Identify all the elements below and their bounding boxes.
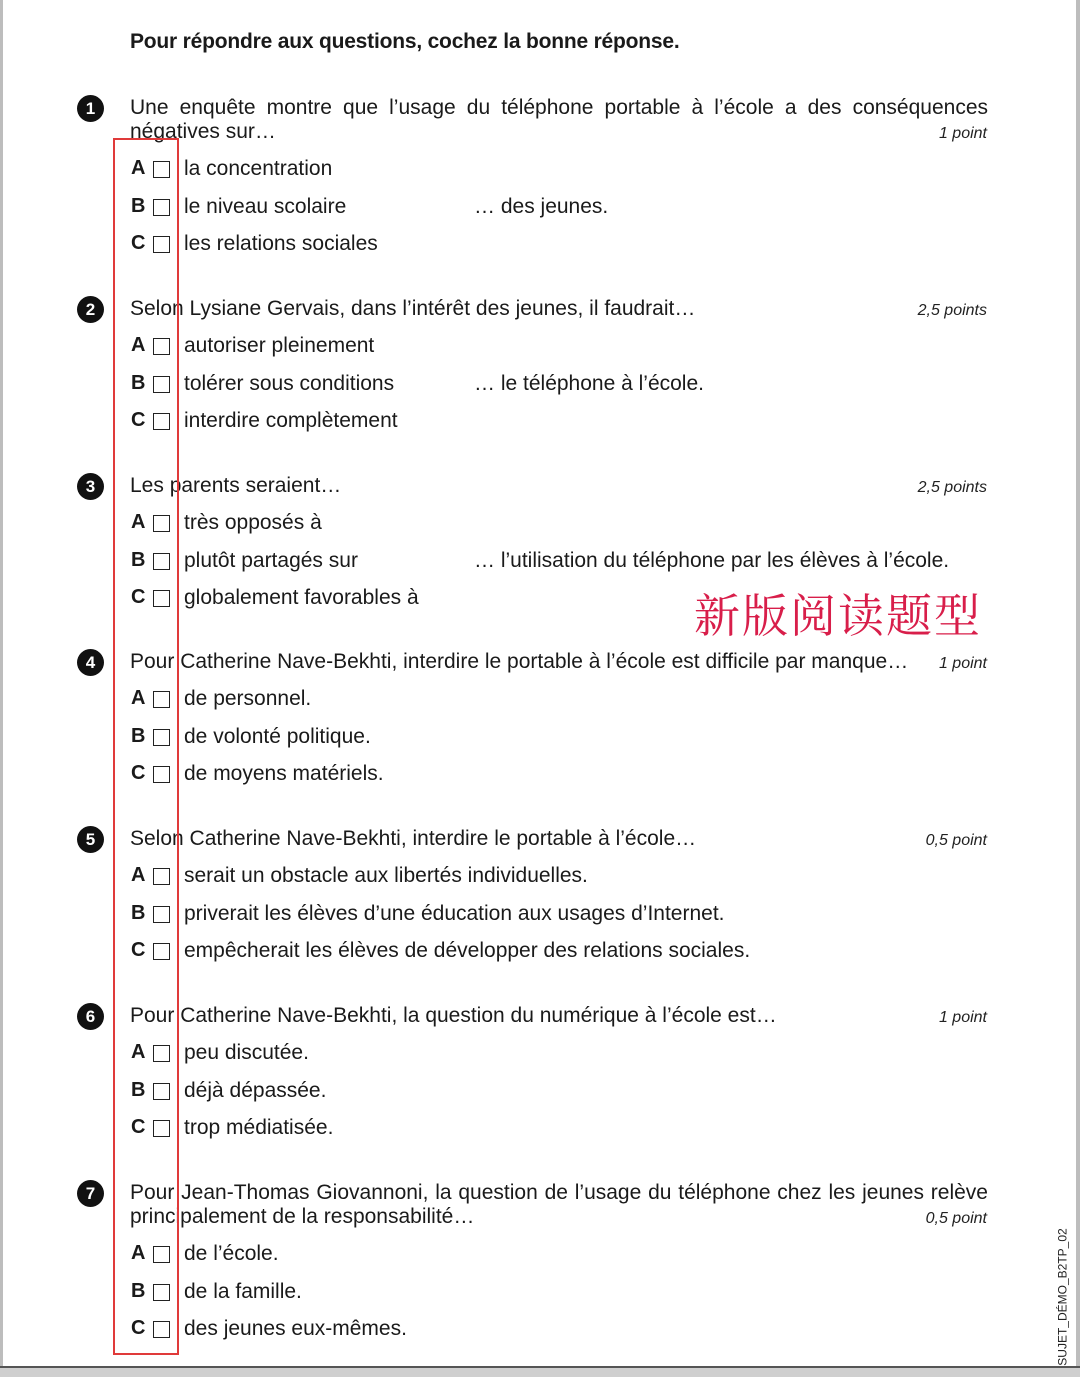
option-letter: C [131, 1317, 146, 1339]
option-letter: A [131, 1242, 146, 1264]
option-text: très opposés à [184, 511, 322, 534]
option-letter: B [131, 725, 146, 747]
sentence-completion: … l’utilisation du téléphone par les élèves à l’école. [474, 549, 950, 572]
option-letter: B [131, 372, 146, 394]
question-text: Selon Catherine Nave-Bekhti, interdire le portable à l’école… [130, 827, 697, 850]
points-label: 0,5 point [925, 832, 987, 849]
option-text: déjà dépassée. [184, 1079, 327, 1102]
question-number-badge: 3 [77, 473, 104, 500]
option-letter: B [131, 1079, 146, 1101]
question-text: Pour Catherine Nave-Bekhti, interdire le portable à l’école est difficile par manque… [130, 650, 909, 673]
option-letter: A [131, 157, 146, 179]
option-letter: A [131, 687, 146, 709]
answer-column-highlight [113, 138, 179, 1355]
sentence-completion: … le téléphone à l’école. [474, 372, 704, 395]
overlay-caption: 新版阅读题型 [694, 589, 982, 643]
document-code: SUJET_DÉMO_B2TP_02 [1055, 1228, 1070, 1366]
option-text: serait un obstacle aux libertés individuelles. [184, 864, 588, 887]
option-text: peu discutée. [184, 1041, 309, 1064]
option-text: trop médiatisée. [184, 1116, 334, 1139]
question-text: Pour Catherine Nave-Bekhti, la question du numérique à l’école est… [130, 1004, 777, 1027]
option-text: de l’école. [184, 1242, 279, 1265]
question-text: Une enquête montre que l’usage du téléphone portable à l’école a des conséquences négatives sur… [130, 96, 988, 143]
option-letter: C [131, 939, 146, 961]
option-letter: B [131, 195, 146, 217]
option-letter: A [131, 864, 146, 886]
option-text: de personnel. [184, 687, 312, 710]
option-text: des jeunes eux-mêmes. [184, 1317, 407, 1340]
points-label: 1 point [938, 1009, 987, 1026]
option-letter: C [131, 232, 146, 254]
question-text: Selon Lysiane Gervais, dans l’intérêt des jeunes, il faudrait… [130, 297, 696, 320]
option-text: priverait les élèves d’une éducation aux usages d’Internet. [184, 902, 725, 925]
option-text: empêcherait les élèves de développer des relations sociales. [184, 939, 751, 962]
option-text: autoriser pleinement [184, 334, 375, 357]
option-text: interdire complètement [184, 409, 398, 432]
option-letter: A [131, 334, 146, 356]
question-number-badge: 6 [77, 1003, 104, 1030]
points-label: 2,5 points [917, 479, 987, 496]
option-text: les relations sociales [184, 232, 378, 255]
points-label: 2,5 points [917, 302, 987, 319]
option-letter: C [131, 1116, 146, 1138]
option-text: de la famille. [184, 1280, 302, 1303]
page-border-bottom [0, 1366, 1080, 1377]
instruction-heading: Pour répondre aux questions, cochez la bonne réponse. [130, 30, 680, 53]
option-text: plutôt partagés sur [184, 549, 358, 572]
option-letter: B [131, 1280, 146, 1302]
option-letter: C [131, 409, 146, 431]
option-text: globalement favorables à [184, 586, 419, 609]
option-text: tolérer sous conditions [184, 372, 395, 395]
option-letter: B [131, 902, 146, 924]
option-letter: B [131, 549, 146, 571]
question-number-badge: 5 [77, 826, 104, 853]
points-label: 1 point [938, 655, 987, 672]
option-letter: A [131, 511, 146, 533]
points-label: 1 point [938, 125, 987, 142]
option-text: de moyens matériels. [184, 762, 384, 785]
option-letter: A [131, 1041, 146, 1063]
option-text: la concentration [184, 157, 333, 180]
option-letter: C [131, 586, 146, 608]
option-letter: C [131, 762, 146, 784]
sentence-completion: … des jeunes. [474, 195, 609, 218]
question-number-badge: 4 [77, 649, 104, 676]
question-number-badge: 1 [77, 95, 104, 122]
question-number-badge: 2 [77, 296, 104, 323]
question-text: Les parents seraient… [130, 474, 342, 497]
points-label: 0,5 point [925, 1210, 987, 1227]
option-text: de volonté politique. [184, 725, 371, 748]
question-number-badge: 7 [77, 1180, 104, 1207]
question-text: Pour Jean-Thomas Giovannoni, la question de l’usage du téléphone chez les jeunes relève principalement de la responsabilité… [130, 1181, 988, 1228]
option-text: le niveau scolaire [184, 195, 347, 218]
